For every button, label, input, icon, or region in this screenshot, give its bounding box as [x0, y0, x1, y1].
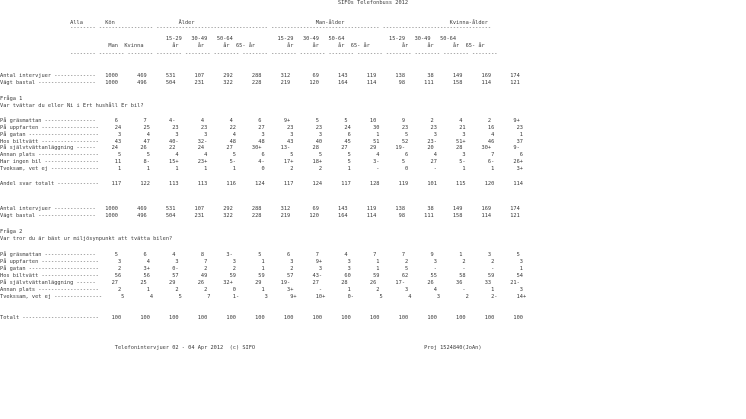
table-row: Annan plats ------------------- 5 5 4 4 5 6 5 5 5 4 6 4 3 7 6 — [0, 152, 523, 158]
table-row: Tveksam, vet ej --------------- 1 1 1 1 1 0 2 2 1 - 0 - 1 1 3+ — [0, 166, 523, 172]
question-text: Var tror du är bäst ur miljösynpunkt att tvätta bilen? — [0, 236, 173, 242]
table-row: På gräsmattan ---------------- 6 7 4- 4 4 6 9+ 5 5 10 9 2 4 2 9+ — [0, 118, 520, 124]
table-row: På uppfarten ------------------ 24 25 23 23 22 27 23 23 24 30 23 23 21 16 23 — [0, 125, 523, 131]
report-footer: Telefonintervjuer 02 - 04 Apr 2012 (c) SIFO Proj 1524840(JoAn) — [0, 345, 482, 351]
total-row: Totalt ------------------------ 100 100 100 100 100 100 100 100 100 100 100 100 100 100 100 — [0, 315, 523, 321]
table-row: På gräsmattan ---------------- 5 6 4 8 3- 5 6 7 4 7 7 9 1 3 5 — [0, 252, 520, 258]
table-row: Hos biltvätt ------------------ 43 47 40- 32- 48 48 43 40 45 51 52 23- 51+ 46 37 — [0, 139, 523, 145]
base-row: Vägt bastal ------------------ 1000 496 504 231 322 228 219 120 164 114 98 111 158 114 121 — [0, 80, 520, 86]
banner-line: Alla Kön Ålder Man-ålder Kvinna-ålder — [0, 20, 488, 26]
table-row: På självtvättanläggning ------ 27 25 29 26 32+ 29 19- 27 28 26 17- 26 36 33 21- — [0, 280, 520, 286]
table-row: På uppfarten ------------------ 3 4 3 7 3 1 3 9+ 3 1 2 3 2 2 3 — [0, 259, 523, 265]
report-title: SIFOs Telefonbuss 2012 — [337, 0, 409, 6]
table-row: Har ingen bil ----------------- 11 8- 15+ 23+ 5- 4- 17+ 18+ 5 3- 5 27 5- 6- 26+ — [0, 159, 523, 165]
banner-line: Man Kvinna år år år 65- år år år år 65- år år år år 65- år — [0, 43, 485, 49]
base-row: Vägt bastal ------------------ 1000 496 504 231 322 228 219 120 164 114 98 111 158 114 121 — [0, 213, 520, 219]
question-number: Fråga 1 — [0, 96, 23, 102]
base-row: Antal intervjuer ------------- 1000 469 531 107 292 288 312 69 143 119 138 38 149 169 174 — [0, 206, 520, 212]
total-row: Andel svar totalt ------------- 117 122 113 113 116 124 117 124 117 128 119 101 115 120 114 — [0, 181, 523, 187]
table-row: På självtvättanläggning ------ 24 26 22 24 27 30+ 13- 28 27 29 19- 20 28 30+ 9- — [0, 145, 520, 151]
table-row: Hos biltvätt ------------------ 56 56 57 49 59 59 57 43- 60 59 62 55 58 59 54 — [0, 273, 523, 279]
question-number: Fråga 2 — [0, 229, 23, 235]
table-row: På gatan ---------------------- 3 4 3 3 4 3 3 3 6 1 5 3 3 4 1 — [0, 132, 523, 138]
banner-rule: -------- ----------------- ----------------------------------- ---------------------------------- ---------------------------------- — [0, 25, 492, 31]
banner-line: 15-29 30-49 50-64 15-29 30-49 50-64 15-29 30-49 50-64 — [0, 36, 457, 42]
banner-rule: -------- -------- -------- -------- -------- -------- -------- -------- -------- -------- -------- -------- -------- -------- -------- — [0, 51, 498, 57]
question-text: Var tvättar du eller Ni i Ert hushåll Er bil? — [0, 103, 144, 109]
table-row: Annan plats ------------------- 2 1 2 2 0 1 3+ - 1 2 3 4 - 1 3 — [0, 287, 523, 293]
table-row: På gatan ---------------------- 2 3+ 0- 2 2 1 2 3 3 1 5 - - - 1 — [0, 266, 523, 272]
base-row: Antal intervjuer ------------- 1000 469 531 107 292 288 312 69 143 119 138 38 149 169 174 — [0, 73, 520, 79]
table-row: Tvekssam, vet ej --------------- 5 4 5 7 1- 3 9+ 10+ 0- 5 4 3 2 2- 14+ — [0, 294, 527, 300]
